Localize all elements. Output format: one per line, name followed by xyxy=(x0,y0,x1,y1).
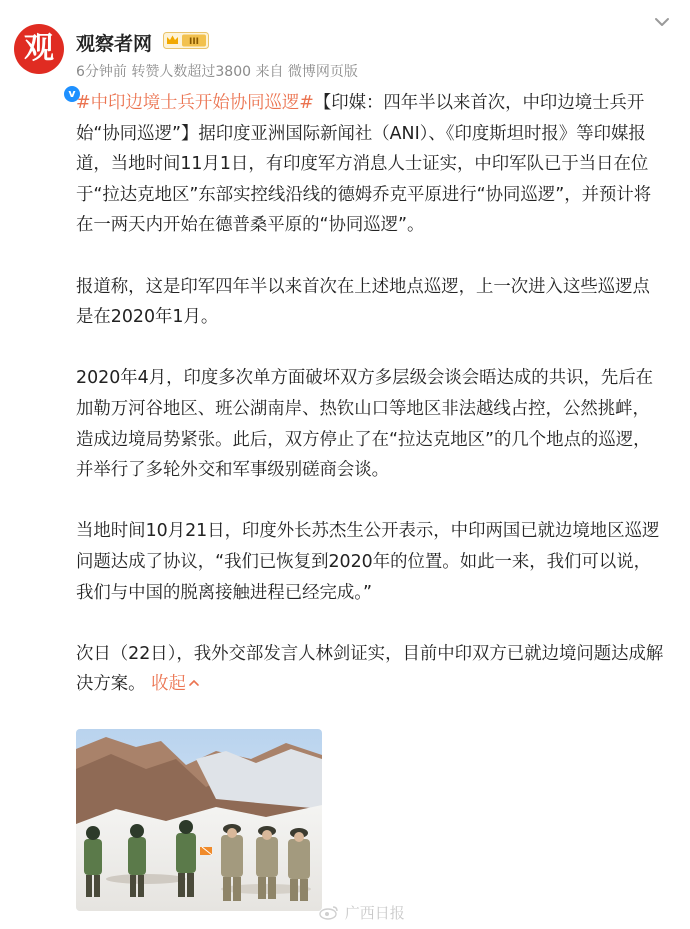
hashtag-link[interactable]: #中印边境士兵开始协同巡逻# xyxy=(76,93,314,113)
paragraph-1 xyxy=(76,88,664,241)
paragraph-4: 当地时间10月21日，印度外长苏杰生公开表示，中印两国已就边境地区巡逻问题达成了协议，“我们已恢复到2020年的位置。如此一来，我们可以说，我们与中国的脱离接触进程已经完成。” xyxy=(76,521,660,603)
post-body xyxy=(76,88,664,700)
paragraph-2: 报道称，这是印军四年半以来首次在上述地点巡逻，上一次进入这些巡逻点是在2020年1月。 xyxy=(76,276,650,328)
post-meta xyxy=(76,61,358,81)
avatar-logo-glyph: 观 xyxy=(24,31,54,66)
paragraph-1-text: 【印媒：四年半以来首次，中印边境士兵开始“协同巡逻”】据印度亚洲国际新闻社（ANI）、《印度斯坦时报》等印媒报道，当地时间11月1日，有印度军方消息人士证实，中印军队已于当日在位于“拉达克地区”东部实控线沿线的德姆乔克平原进行“协同巡逻”，并预计将在一两天内开始在德普桑平原的“协同巡逻”。 xyxy=(76,93,652,236)
post-source: 来自 微博网页版 xyxy=(255,64,358,80)
watermark xyxy=(318,902,405,923)
account-name[interactable]: 观察者网 xyxy=(76,33,153,55)
paragraph-5 xyxy=(76,639,664,700)
avatar[interactable] xyxy=(14,24,76,100)
paragraph-3: 2020年4月，印度多次单方面破坏双方多层级会谈会晤达成的共识，先后在加勒万河谷地区、班公湖南岸、热钦山口等地区非法越线占控，公然挑衅，造成边境局势紧张。此后，双方停止了在“拉达克地区”的几个地点的巡逻，并举行了多轮外交和军事级别磋商会谈。 xyxy=(76,368,654,481)
collapse-label: 收起 xyxy=(151,674,186,695)
repost-count: 转赞人数超过3800 xyxy=(131,64,252,80)
post-time[interactable]: 6分钟前 xyxy=(76,64,127,80)
verified-icon: v xyxy=(62,84,82,104)
collapse-button[interactable] xyxy=(151,674,200,694)
post-photo[interactable] xyxy=(76,729,322,911)
weibo-logo-icon xyxy=(318,904,340,920)
level-badge-icon xyxy=(163,32,209,49)
watermark-text: 广西日报 xyxy=(344,904,405,922)
paragraph-5-text: 次日（22日），我外交部发言人林剑证实，目前中印双方已就边境问题达成解决方案。 xyxy=(76,643,664,695)
chevron-up-icon xyxy=(188,678,200,688)
level-label: III xyxy=(188,37,200,47)
chevron-down-icon[interactable] xyxy=(652,12,672,32)
